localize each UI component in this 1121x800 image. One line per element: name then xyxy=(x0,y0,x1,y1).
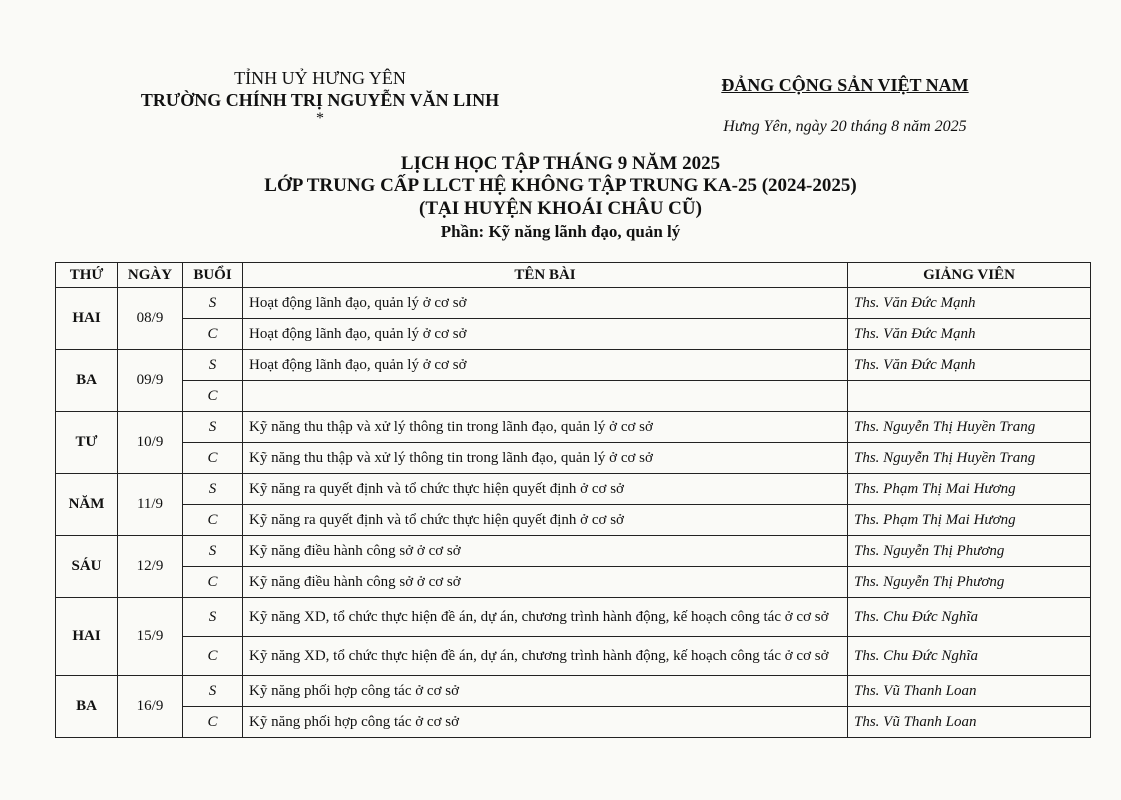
title-line-1: LỊCH HỌC TẬP THÁNG 9 NĂM 2025 xyxy=(400,153,721,174)
lesson-cell: Kỹ năng ra quyết định và tổ chức thực hiện quyết định ở cơ sở xyxy=(243,505,848,536)
table-row xyxy=(56,598,1091,637)
table-row xyxy=(56,474,1091,505)
lesson-cell xyxy=(243,381,848,412)
table-row xyxy=(56,567,1091,598)
lecturer-cell: Ths. Nguyễn Thị Phương xyxy=(848,567,1091,598)
session-cell: C xyxy=(183,637,243,676)
table-row xyxy=(56,412,1091,443)
session-cell: S xyxy=(183,288,243,319)
header-lecturer: GIẢNG VIÊN xyxy=(848,263,1091,288)
session-cell: C xyxy=(183,567,243,598)
lecturer-cell: Ths. Vũ Thanh Loan xyxy=(848,707,1091,738)
session-cell: C xyxy=(183,505,243,536)
lecturer-cell: Ths. Nguyễn Thị Phương xyxy=(848,536,1091,567)
session-cell: S xyxy=(183,350,243,381)
lesson-cell: Kỹ năng XD, tổ chức thực hiện đề án, dự án, chương trình hành động, kế hoạch công tác ở cơ sở xyxy=(243,598,848,637)
date-cell: 11/9 xyxy=(118,474,183,536)
day-cell: BA xyxy=(56,676,118,738)
table-row xyxy=(56,381,1091,412)
day-cell: NĂM xyxy=(56,474,118,536)
lecturer-cell: Ths. Văn Đức Mạnh xyxy=(848,350,1091,381)
table-row xyxy=(56,350,1091,381)
table-row xyxy=(56,536,1091,567)
organization-school: TRƯỜNG CHÍNH TRỊ NGUYỄN VĂN LINH xyxy=(140,90,500,110)
session-cell: C xyxy=(183,381,243,412)
party-name: ĐẢNG CỘNG SẢN VIỆT NAM xyxy=(721,75,969,95)
table-row xyxy=(56,443,1091,474)
day-cell: BA xyxy=(56,350,118,412)
lesson-cell: Hoạt động lãnh đạo, quản lý ở cơ sở xyxy=(243,288,848,319)
lecturer-cell: Ths. Văn Đức Mạnh xyxy=(848,288,1091,319)
table-row xyxy=(56,676,1091,707)
table-row xyxy=(56,505,1091,536)
schedule-table xyxy=(55,262,1091,738)
table-row xyxy=(56,319,1091,350)
title-line-3: (TẠI HUYỆN KHOÁI CHÂU CŨ) xyxy=(419,198,702,219)
date-cell: 15/9 xyxy=(118,598,183,676)
header-session: BUỔI xyxy=(183,263,243,288)
date-cell: 16/9 xyxy=(118,676,183,738)
lecturer-cell xyxy=(848,381,1091,412)
session-cell: S xyxy=(183,536,243,567)
organization-province: TỈNH UỶ HƯNG YÊN xyxy=(234,68,406,88)
session-cell: S xyxy=(183,598,243,637)
lesson-cell: Hoạt động lãnh đạo, quản lý ở cơ sở xyxy=(243,350,848,381)
lesson-cell: Kỹ năng điều hành công sở ở cơ sở xyxy=(243,536,848,567)
title-line-2: LỚP TRUNG CẤP LLCT HỆ KHÔNG TẬP TRUNG KA-25 (2024-2025) xyxy=(264,175,857,196)
session-cell: S xyxy=(183,474,243,505)
lesson-cell: Kỹ năng phối hợp công tác ở cơ sở xyxy=(243,707,848,738)
table-row xyxy=(56,707,1091,738)
lesson-cell: Kỹ năng XD, tổ chức thực hiện đề án, dự án, chương trình hành động, kế hoạch công tác ở cơ sở xyxy=(243,637,848,676)
date-cell: 10/9 xyxy=(118,412,183,474)
lesson-cell: Hoạt động lãnh đạo, quản lý ở cơ sở xyxy=(243,319,848,350)
session-cell: C xyxy=(183,319,243,350)
lecturer-cell: Ths. Vũ Thanh Loan xyxy=(848,676,1091,707)
document-date: Hưng Yên, ngày 20 tháng 8 năm 2025 xyxy=(723,118,967,135)
schedule-body xyxy=(56,288,1091,738)
lecturer-cell: Ths. Nguyễn Thị Huyền Trang xyxy=(848,412,1091,443)
lecturer-cell: Ths. Nguyễn Thị Huyền Trang xyxy=(848,443,1091,474)
part-subtitle: Phần: Kỹ năng lãnh đạo, quản lý xyxy=(440,222,681,241)
day-cell: HAI xyxy=(56,288,118,350)
lesson-cell: Kỹ năng điều hành công sở ở cơ sở xyxy=(243,567,848,598)
lecturer-cell: Ths. Văn Đức Mạnh xyxy=(848,319,1091,350)
session-cell: C xyxy=(183,707,243,738)
date-cell: 09/9 xyxy=(118,350,183,412)
lesson-cell: Kỹ năng thu thập và xử lý thông tin trong lãnh đạo, quản lý ở cơ sở xyxy=(243,412,848,443)
session-cell: S xyxy=(183,412,243,443)
lecturer-cell: Ths. Chu Đức Nghĩa xyxy=(848,598,1091,637)
header-date: NGÀY xyxy=(118,263,183,288)
date-cell: 08/9 xyxy=(118,288,183,350)
lesson-cell: Kỹ năng ra quyết định và tổ chức thực hiện quyết định ở cơ sở xyxy=(243,474,848,505)
table-row xyxy=(56,288,1091,319)
lecturer-cell: Ths. Chu Đức Nghĩa xyxy=(848,637,1091,676)
lesson-cell: Kỹ năng thu thập và xử lý thông tin trong lãnh đạo, quản lý ở cơ sở xyxy=(243,443,848,474)
star-mark: * xyxy=(316,110,324,127)
lecturer-cell: Ths. Phạm Thị Mai Hương xyxy=(848,474,1091,505)
header-lesson: TÊN BÀI xyxy=(243,263,848,288)
lecturer-cell: Ths. Phạm Thị Mai Hương xyxy=(848,505,1091,536)
session-cell: S xyxy=(183,676,243,707)
day-cell: SÁU xyxy=(56,536,118,598)
header-day: THỨ xyxy=(56,263,118,288)
table-row xyxy=(56,637,1091,676)
lesson-cell: Kỹ năng phối hợp công tác ở cơ sở xyxy=(243,676,848,707)
session-cell: C xyxy=(183,443,243,474)
day-cell: TƯ xyxy=(56,412,118,474)
day-cell: HAI xyxy=(56,598,118,676)
date-cell: 12/9 xyxy=(118,536,183,598)
